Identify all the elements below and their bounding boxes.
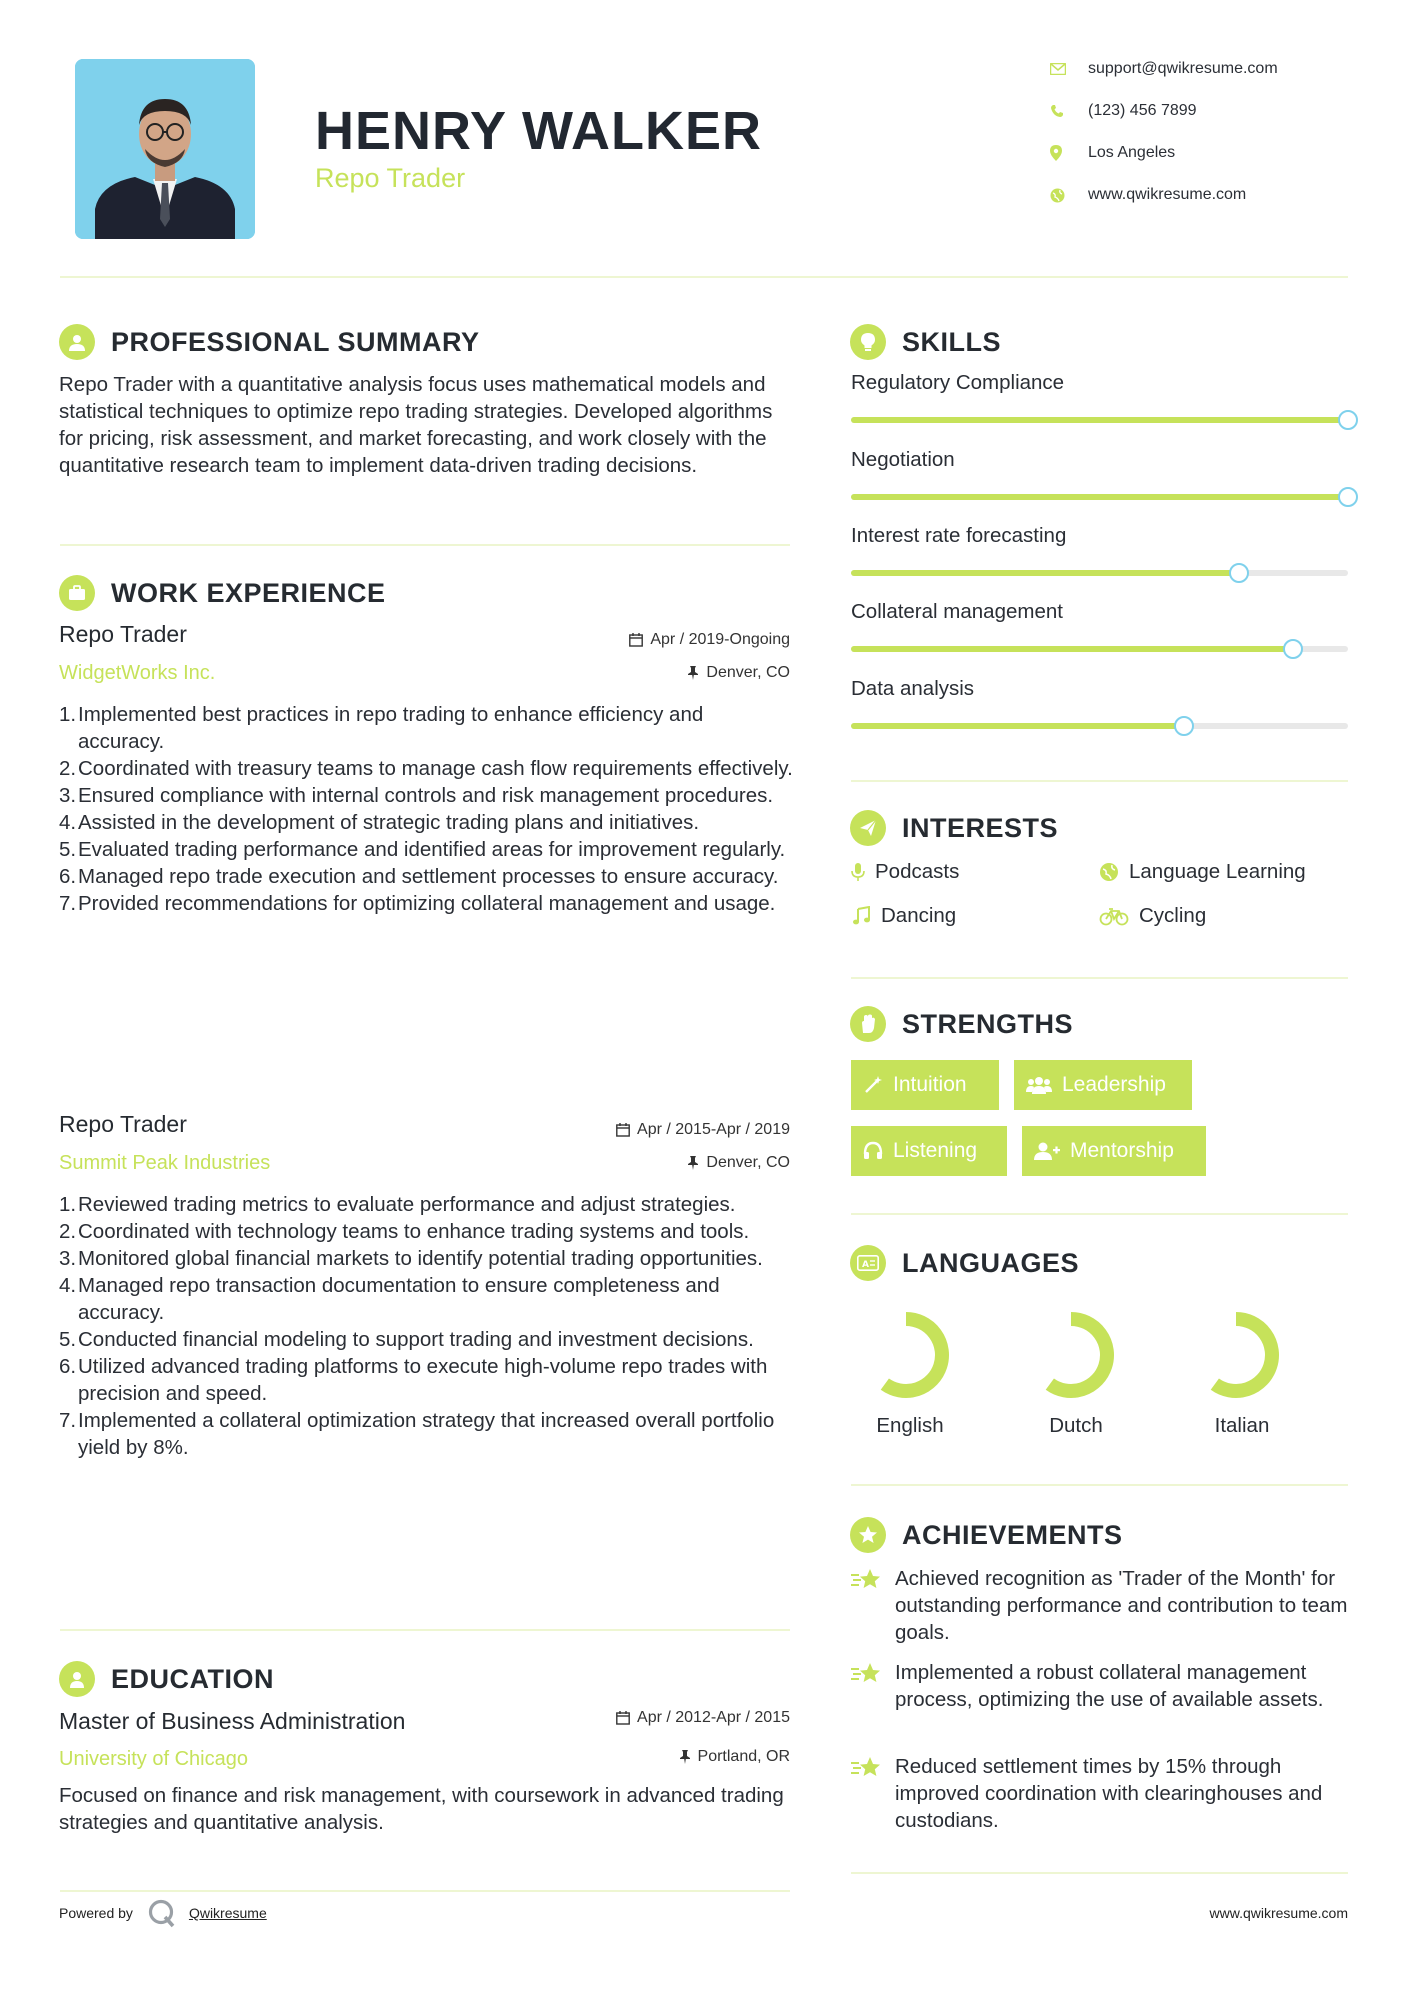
job-1-company: WidgetWorks Inc. (59, 662, 216, 684)
strength-label: Listening (893, 1139, 978, 1162)
summary-heading (59, 322, 480, 362)
job-1-location-text: Denver, CO (706, 664, 790, 681)
achievement-text: Implemented a robust collateral management process, optimizing the use of available assets. (895, 1661, 1324, 1711)
achievement-item (850, 1753, 1348, 1834)
skills-divider (851, 780, 1348, 782)
location-pin-icon (1050, 143, 1088, 163)
experience-divider (60, 1629, 790, 1631)
award-icon (850, 1517, 886, 1553)
footer-powered-by (59, 1898, 267, 1928)
education-dates (490, 1709, 790, 1727)
interests-divider (851, 977, 1348, 979)
globe-icon (1050, 185, 1088, 205)
skill-bar-fill (851, 417, 1348, 423)
summary-divider (60, 544, 790, 546)
header-divider (60, 276, 1348, 278)
phone-icon (1050, 101, 1088, 121)
candidate-role: Repo Trader (315, 163, 466, 193)
language-level-arc (1215, 1319, 1272, 1391)
microphone-icon (851, 862, 865, 882)
education-divider (60, 1890, 790, 1892)
list-item: 5. Conducted financial modeling to support trading and investment decisions. (59, 1328, 754, 1351)
calendar-icon (616, 1711, 630, 1725)
candidate-name: HENRY WALKER (315, 101, 763, 161)
strengths-heading (850, 1004, 1073, 1044)
language-label: Italian (1214, 1414, 1270, 1437)
contact-location-text: Los Angeles (1088, 144, 1176, 161)
skill-bar (851, 723, 1348, 729)
interest-item-cycling (1099, 904, 1206, 928)
job-1-responsibilities (59, 701, 794, 917)
job-1-location (490, 664, 790, 682)
skill-bar (851, 646, 1348, 652)
language-ring-arc (846, 1295, 966, 1415)
summary-title: PROFESSIONAL SUMMARY (111, 326, 480, 357)
mail-icon (1050, 59, 1088, 79)
bicycle-icon (1099, 906, 1129, 926)
skills-heading (850, 322, 1001, 362)
magic-wand-icon (863, 1075, 883, 1095)
skill-bar-knob (1229, 563, 1249, 583)
achievement-text: Achieved recognition as 'Trader of the Month' for outstanding performance and contribution to team goals. (895, 1567, 1348, 1644)
languages-title: LANGUAGES (902, 1247, 1080, 1278)
job-1-dates-text: Apr / 2019-Ongoing (650, 631, 790, 648)
music-note-icon (851, 906, 871, 926)
footer-website[interactable]: www.qwikresume.com (1209, 1905, 1348, 1921)
strength-label: Mentorship (1070, 1139, 1174, 1162)
star-icon (850, 1659, 895, 1713)
contact-phone-text: (123) 456 7899 (1088, 102, 1197, 119)
contact-email[interactable] (1050, 57, 1350, 81)
strength-tag-listening (851, 1126, 1007, 1176)
language-label: English (876, 1414, 944, 1437)
interest-label: Dancing (881, 904, 957, 927)
interests-heading (850, 808, 1058, 848)
hand-icon (850, 1006, 886, 1042)
briefcase-icon (59, 575, 95, 611)
pushpin-icon (687, 1156, 699, 1170)
education-location (490, 1748, 790, 1766)
interest-item-dancing (851, 904, 956, 928)
globe-icon (1099, 862, 1119, 882)
powered-by-text: Powered by (59, 1905, 133, 1921)
paper-plane-icon (850, 810, 886, 846)
achievement-item (850, 1565, 1348, 1646)
strength-label: Leadership (1062, 1073, 1166, 1096)
list-item: 3. Ensured compliance with internal controls and risk management procedures. (59, 784, 774, 807)
interests-title: INTERESTS (902, 812, 1059, 843)
skill-bar-fill (851, 646, 1293, 652)
experience-title: WORK EXPERIENCE (111, 577, 386, 608)
interest-item-language-learning (1099, 860, 1306, 884)
language-ring-arc (1176, 1295, 1296, 1415)
list-item: 4. Managed repo transaction documentation to ensure completeness and accuracy. (59, 1274, 720, 1324)
skill-bar (851, 570, 1348, 576)
list-item: 2. Coordinated with treasury teams to manage cash flow requirements effectively. (59, 757, 793, 780)
list-item: 1. Reviewed trading metrics to evaluate performance and adjust strategies. (59, 1193, 736, 1216)
qwikresume-link[interactable]: Qwikresume (188, 1905, 267, 1921)
education-degree: Master of Business Administration (59, 1708, 406, 1734)
skill-label: Data analysis (851, 677, 975, 700)
svg-text:A: A (862, 1260, 869, 1270)
achievements-heading (850, 1515, 1123, 1555)
list-item: 7. Implemented a collateral optimization strategy that increased overall portfolio yield by 8%. (59, 1409, 775, 1459)
skill-bar-knob (1174, 716, 1194, 736)
language-ring-arc (1011, 1295, 1131, 1415)
achievements-divider (851, 1872, 1348, 1874)
user-icon (59, 324, 95, 360)
interest-label: Cycling (1139, 904, 1207, 927)
languages-divider (851, 1484, 1348, 1486)
skill-bar-fill (851, 494, 1348, 500)
skill-bar (851, 494, 1348, 500)
education-dates-text: Apr / 2012-Apr / 2015 (637, 1709, 790, 1726)
language-label: Dutch (1049, 1414, 1103, 1437)
education-heading (59, 1659, 274, 1699)
contact-website[interactable] (1050, 183, 1350, 207)
users-icon (1026, 1075, 1052, 1095)
skill-bar-knob (1338, 487, 1358, 507)
skills-title: SKILLS (902, 326, 1002, 357)
skill-label: Collateral management (851, 600, 1063, 623)
skill-label: Negotiation (851, 448, 955, 471)
languages-heading (850, 1243, 1079, 1283)
list-item: 1. Implemented best practices in repo trading to enhance efficiency and accuracy. (59, 703, 704, 753)
profile-photo (75, 59, 255, 239)
job-2-location-text: Denver, CO (706, 1154, 790, 1171)
language-ring (1011, 1295, 1131, 1415)
job-1-title: Repo Trader (59, 621, 187, 647)
education-description: Focused on finance and risk management, with coursework in advanced trading strategies and quantitative analysis. (59, 1784, 784, 1834)
interest-item-podcasts (851, 860, 959, 884)
education-location-text: Portland, OR (697, 1748, 790, 1765)
list-item: 4. Assisted in the development of strategic trading plans and initiatives. (59, 811, 700, 834)
education-title: EDUCATION (111, 1663, 274, 1694)
strengths-title: STRENGTHS (902, 1008, 1074, 1039)
contact-email-text: support@qwikresume.com (1088, 60, 1278, 77)
language-level-arc (885, 1319, 942, 1391)
achievement-item (850, 1659, 1348, 1713)
strengths-divider (851, 1213, 1348, 1215)
strength-tag-leadership (1014, 1060, 1192, 1110)
skill-bar-knob (1338, 410, 1358, 430)
job-1-dates (490, 631, 790, 649)
skill-bar-fill (851, 723, 1184, 729)
skill-bar-knob (1283, 639, 1303, 659)
job-2-dates (490, 1121, 790, 1139)
language-ring (1176, 1295, 1296, 1415)
skill-bar (851, 417, 1348, 423)
star-icon (850, 1565, 895, 1646)
user-plus-icon (1034, 1141, 1060, 1161)
list-item: 6. Managed repo trade execution and settlement processes to ensure accuracy. (59, 865, 779, 888)
job-2-company: Summit Peak Industries (59, 1152, 271, 1174)
calendar-icon (629, 633, 643, 647)
contact-website-text: www.qwikresume.com (1088, 186, 1247, 203)
job-2-title: Repo Trader (59, 1111, 187, 1137)
achievement-text: Reduced settlement times by 15% through improved coordination with clearinghouses and custodians. (895, 1755, 1323, 1832)
list-item: 2. Coordinated with technology teams to enhance trading systems and tools. (59, 1220, 750, 1243)
education-school: University of Chicago (59, 1748, 248, 1770)
interest-label: Podcasts (875, 860, 960, 883)
headphones-icon (863, 1141, 883, 1161)
qwikresume-logo-icon (147, 1898, 177, 1928)
graduation-icon (59, 1661, 95, 1697)
job-2-responsibilities (59, 1191, 794, 1461)
contact-location (1050, 141, 1350, 165)
pushpin-icon (679, 1750, 691, 1764)
skill-bar-fill (851, 570, 1239, 576)
job-2-location (490, 1154, 790, 1172)
job-2-dates-text: Apr / 2015-Apr / 2019 (637, 1121, 790, 1138)
language-level-arc (1050, 1319, 1107, 1391)
list-item: 6. Utilized advanced trading platforms to execute high-volume repo trades with precision and speed. (59, 1355, 768, 1405)
language-ring (846, 1295, 966, 1415)
interest-label: Language Learning (1129, 860, 1306, 883)
experience-heading (59, 573, 386, 613)
summary-text: Repo Trader with a quantitative analysis focus uses mathematical models and statistical techniques to optimize repo trading strategies. Developed algorithms for pricing, risk assessment, and market forecasting, and work closely with the quantitative research team to implement data-driven trading decisions. (59, 373, 773, 477)
strength-tag-intuition (851, 1060, 999, 1110)
skill-label: Interest rate forecasting (851, 524, 1067, 547)
strength-tag-mentorship (1022, 1126, 1206, 1176)
star-icon (850, 1753, 895, 1834)
list-item: 7. Provided recommendations for optimizing collateral management and usage. (59, 892, 776, 915)
translate-icon (850, 1245, 886, 1281)
list-item: 5. Evaluated trading performance and identified areas for improvement regularly. (59, 838, 786, 861)
contact-phone[interactable] (1050, 99, 1350, 123)
calendar-icon (616, 1123, 630, 1137)
strength-label: Intuition (893, 1073, 967, 1096)
achievements-title: ACHIEVEMENTS (902, 1519, 1123, 1550)
list-item: 3. Monitored global financial markets to identify potential trading opportunities. (59, 1247, 763, 1270)
lightbulb-icon (850, 324, 886, 360)
pushpin-icon (687, 666, 699, 680)
skill-label: Regulatory Compliance (851, 371, 1065, 394)
